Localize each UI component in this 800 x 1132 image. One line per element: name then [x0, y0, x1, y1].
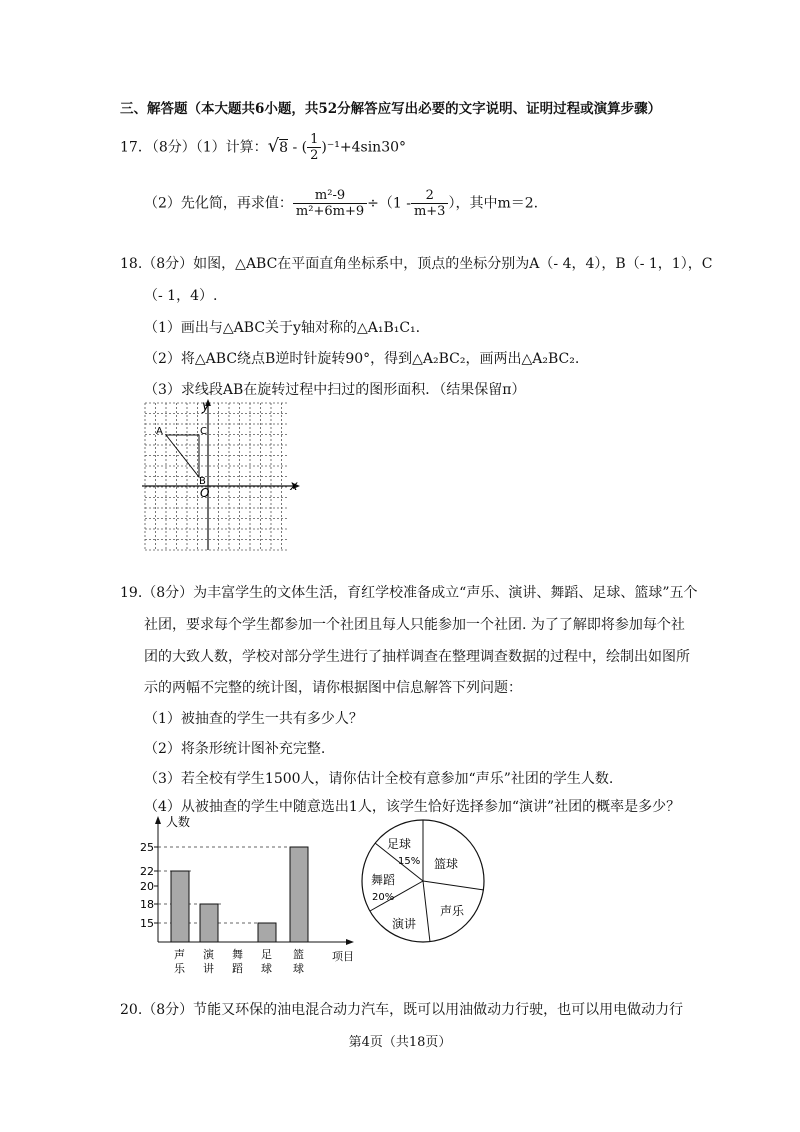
pie-pct-dance: 20% — [372, 892, 395, 903]
q19-sub2: （2）将条形统计图补充完整. — [144, 741, 326, 757]
pie-pct-football: 15% — [398, 856, 421, 867]
pie-label-vocal: 声乐 — [440, 904, 465, 918]
pie-label-speech: 演讲 — [392, 917, 417, 931]
bar-x-axis-arrow — [346, 939, 354, 945]
bar-x-axis-title: 项目 — [332, 950, 354, 963]
q19-sub3: （3）若全校有学生1500人，请你估计全校有意参加“声乐”社团的学生人数. — [144, 771, 614, 787]
q18-sub2: （2）将△ABC绕点B逆时针旋转90°，得到△A₂BC₂，画两出△A₂BC₂. — [144, 351, 580, 367]
q17-p1-prefix: 17．（8分）（1）计算： — [120, 139, 268, 156]
bar-y-tick-label: 20 — [140, 880, 154, 893]
q17-p1-tail: )⁻¹+4sin30° — [321, 139, 407, 156]
point-a-label: A — [156, 426, 163, 437]
q19-sub4: （4）从被抽查的学生中随意选出1人，该学生恰好选择参加“演讲”社团的概率是多少？ — [144, 799, 681, 815]
q19-line1: 19.（8分）为丰富学生的文体生活，育红学校准备成立“声乐、演讲、舞蹈、足球、篮球”五个 — [120, 585, 698, 601]
bar — [290, 847, 308, 942]
point-b-label: B — [199, 476, 206, 487]
section-header: 三、解答题（本大题共6小题，共52分解答应写出必要的文字说明、证明过程或演算步骤） — [120, 101, 662, 117]
bar — [171, 871, 189, 942]
sqrt-sign: √ — [267, 135, 280, 157]
y-axis-label: y — [202, 399, 210, 414]
frac-num: m²-9 — [293, 188, 367, 204]
bar — [258, 923, 276, 942]
pie-label-dance: 舞蹈 — [371, 873, 396, 887]
bar-y-tick-label: 25 — [140, 841, 154, 854]
bar-category-label: 球 — [261, 962, 272, 975]
bar-y-tick-label: 18 — [140, 898, 154, 911]
q19-line4: 示的两幅不完整的统计图，请你根据图中信息解答下列问题： — [144, 680, 522, 696]
triangle-abc — [166, 435, 199, 477]
bar-y-axis-arrow — [155, 816, 161, 824]
q19-line2: 社团，要求每个学生都参加一个社团且每人只能参加一个社团. 为了了解即将参加每个社 — [144, 617, 685, 633]
frac-den: m+3 — [413, 204, 446, 219]
bar-category-label: 声 — [174, 948, 185, 961]
q17-p2-tail: ），其中m＝2. — [448, 195, 539, 212]
coordinate-grid-figure — [138, 398, 308, 558]
q17-part2 — [144, 188, 538, 219]
bar-chart — [136, 812, 371, 980]
frac-num: 1 — [307, 132, 321, 148]
q17-minus: - ( — [288, 139, 308, 156]
q19-line3: 团的大致人数，学校对部分学生进行了抽样调查在整理调查数据的过程中，绘制出如图所 — [144, 649, 690, 665]
page-footer: 第4页（共18页） — [348, 1035, 452, 1050]
q19-sub1: （1）被抽查的学生一共有多少人？ — [144, 711, 363, 727]
bar-category-label: 足 — [261, 948, 272, 961]
bar-category-label: 讲 — [203, 962, 214, 975]
bar-category-label: 蹈 — [232, 962, 243, 975]
frac-den: 2 — [310, 148, 319, 163]
bar-y-axis-title: 人数 — [166, 815, 191, 829]
pie-label-football: 足球 — [387, 837, 412, 851]
q18-line1: 18.（8分）如图，△ABC在平面直角坐标系中，顶点的坐标分别为A（- 4，4），B（- 1，1），C — [120, 256, 713, 272]
bar-y-tick-label: 22 — [140, 865, 154, 878]
bar-category-label: 乐 — [174, 962, 185, 975]
sqrt-radicand: 8 — [279, 139, 289, 156]
bar-category-label: 演 — [203, 948, 214, 961]
frac-den: m²+6m+9 — [295, 204, 365, 219]
bar — [200, 904, 218, 942]
q17-div: ÷（1 - — [367, 195, 411, 212]
fraction-m — [293, 188, 367, 219]
pie-chart — [354, 812, 494, 952]
q17-p2-prefix: （2）先化简，再求值： — [144, 195, 293, 212]
point-c-label: C — [200, 426, 207, 437]
bar-category-label: 球 — [293, 962, 304, 975]
bar-category-label: 篮 — [293, 948, 304, 961]
x-axis-label: x — [290, 479, 298, 494]
bar-category-label: 舞 — [232, 948, 243, 961]
q17-part1 — [120, 132, 406, 163]
bar-y-tick-label: 15 — [140, 917, 154, 930]
origin-label: O — [200, 486, 210, 500]
frac-num: 2 — [411, 188, 449, 204]
q18-sub1: （1）画出与△ABC关于y轴对称的△A₁B₁C₁. — [144, 320, 421, 336]
fraction-2 — [411, 188, 449, 219]
q18-sub3: （3）求线段AB在旋转过程中扫过的图形面积．（结果保留π） — [144, 382, 526, 398]
q20-line1: 20.（8分）节能又环保的油电混合动力汽车，既可以用油做动力行驶，也可以用电做动力行 — [120, 1002, 684, 1018]
fraction-half — [307, 132, 321, 163]
q18-line2: （- 1，4）. — [144, 288, 218, 304]
pie-label-basketball: 篮球 — [434, 857, 459, 871]
